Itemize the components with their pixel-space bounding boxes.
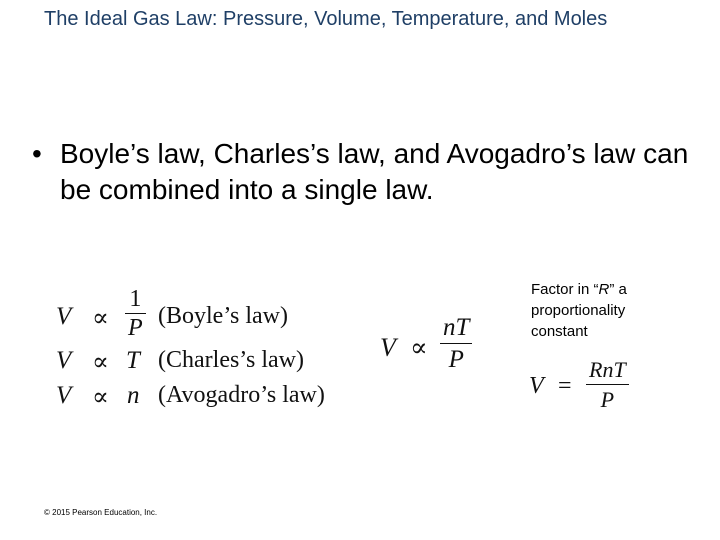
boyle-denominator: P [125, 313, 146, 342]
boyle-proportional-symbol: ∝ [92, 305, 109, 332]
boyle-numerator: 1 [129, 286, 142, 312]
charles-v: V [56, 347, 72, 374]
note-prefix: Factor in “ [531, 281, 599, 298]
combined-fraction [440, 312, 472, 375]
copyright-notice: © 2015 Pearson Education, Inc. [44, 508, 158, 517]
final-numerator: RnT [589, 357, 626, 382]
boyle-fraction [125, 285, 146, 342]
charles-expression: T [126, 347, 140, 374]
boyle-v: V [56, 303, 72, 330]
proportionality-note [531, 279, 681, 342]
bullet-text: Boyle’s law, Charles’s law, and Avogadro’s law can be combined into a single law. [60, 138, 689, 205]
boyle-label: (Boyle’s law) [158, 303, 288, 329]
final-v: V [529, 373, 544, 399]
avogadro-expression: n [127, 382, 140, 409]
final-denominator: P [586, 384, 629, 414]
final-equals: = [558, 373, 572, 399]
note-suffix: ” a proportionality constant [531, 281, 627, 340]
charles-proportional-symbol: ∝ [92, 349, 109, 376]
combined-v: V [380, 333, 396, 362]
avogadro-label: (Avogadro’s law) [158, 382, 325, 408]
bullet-point [32, 136, 692, 208]
combined-proportional-symbol: ∝ [410, 333, 428, 362]
note-r-symbol: R [598, 281, 610, 298]
avogadro-proportional-symbol: ∝ [92, 384, 109, 411]
combined-denominator: P [440, 343, 472, 375]
charles-label: (Charles’s law) [158, 347, 304, 373]
avogadro-v: V [56, 382, 72, 409]
final-fraction [586, 355, 629, 414]
slide-title: The Ideal Gas Law: Pressure, Volume, Temperature, and Moles [44, 8, 608, 30]
bullet-marker: • [32, 138, 42, 169]
combined-numerator: nT [443, 314, 470, 341]
